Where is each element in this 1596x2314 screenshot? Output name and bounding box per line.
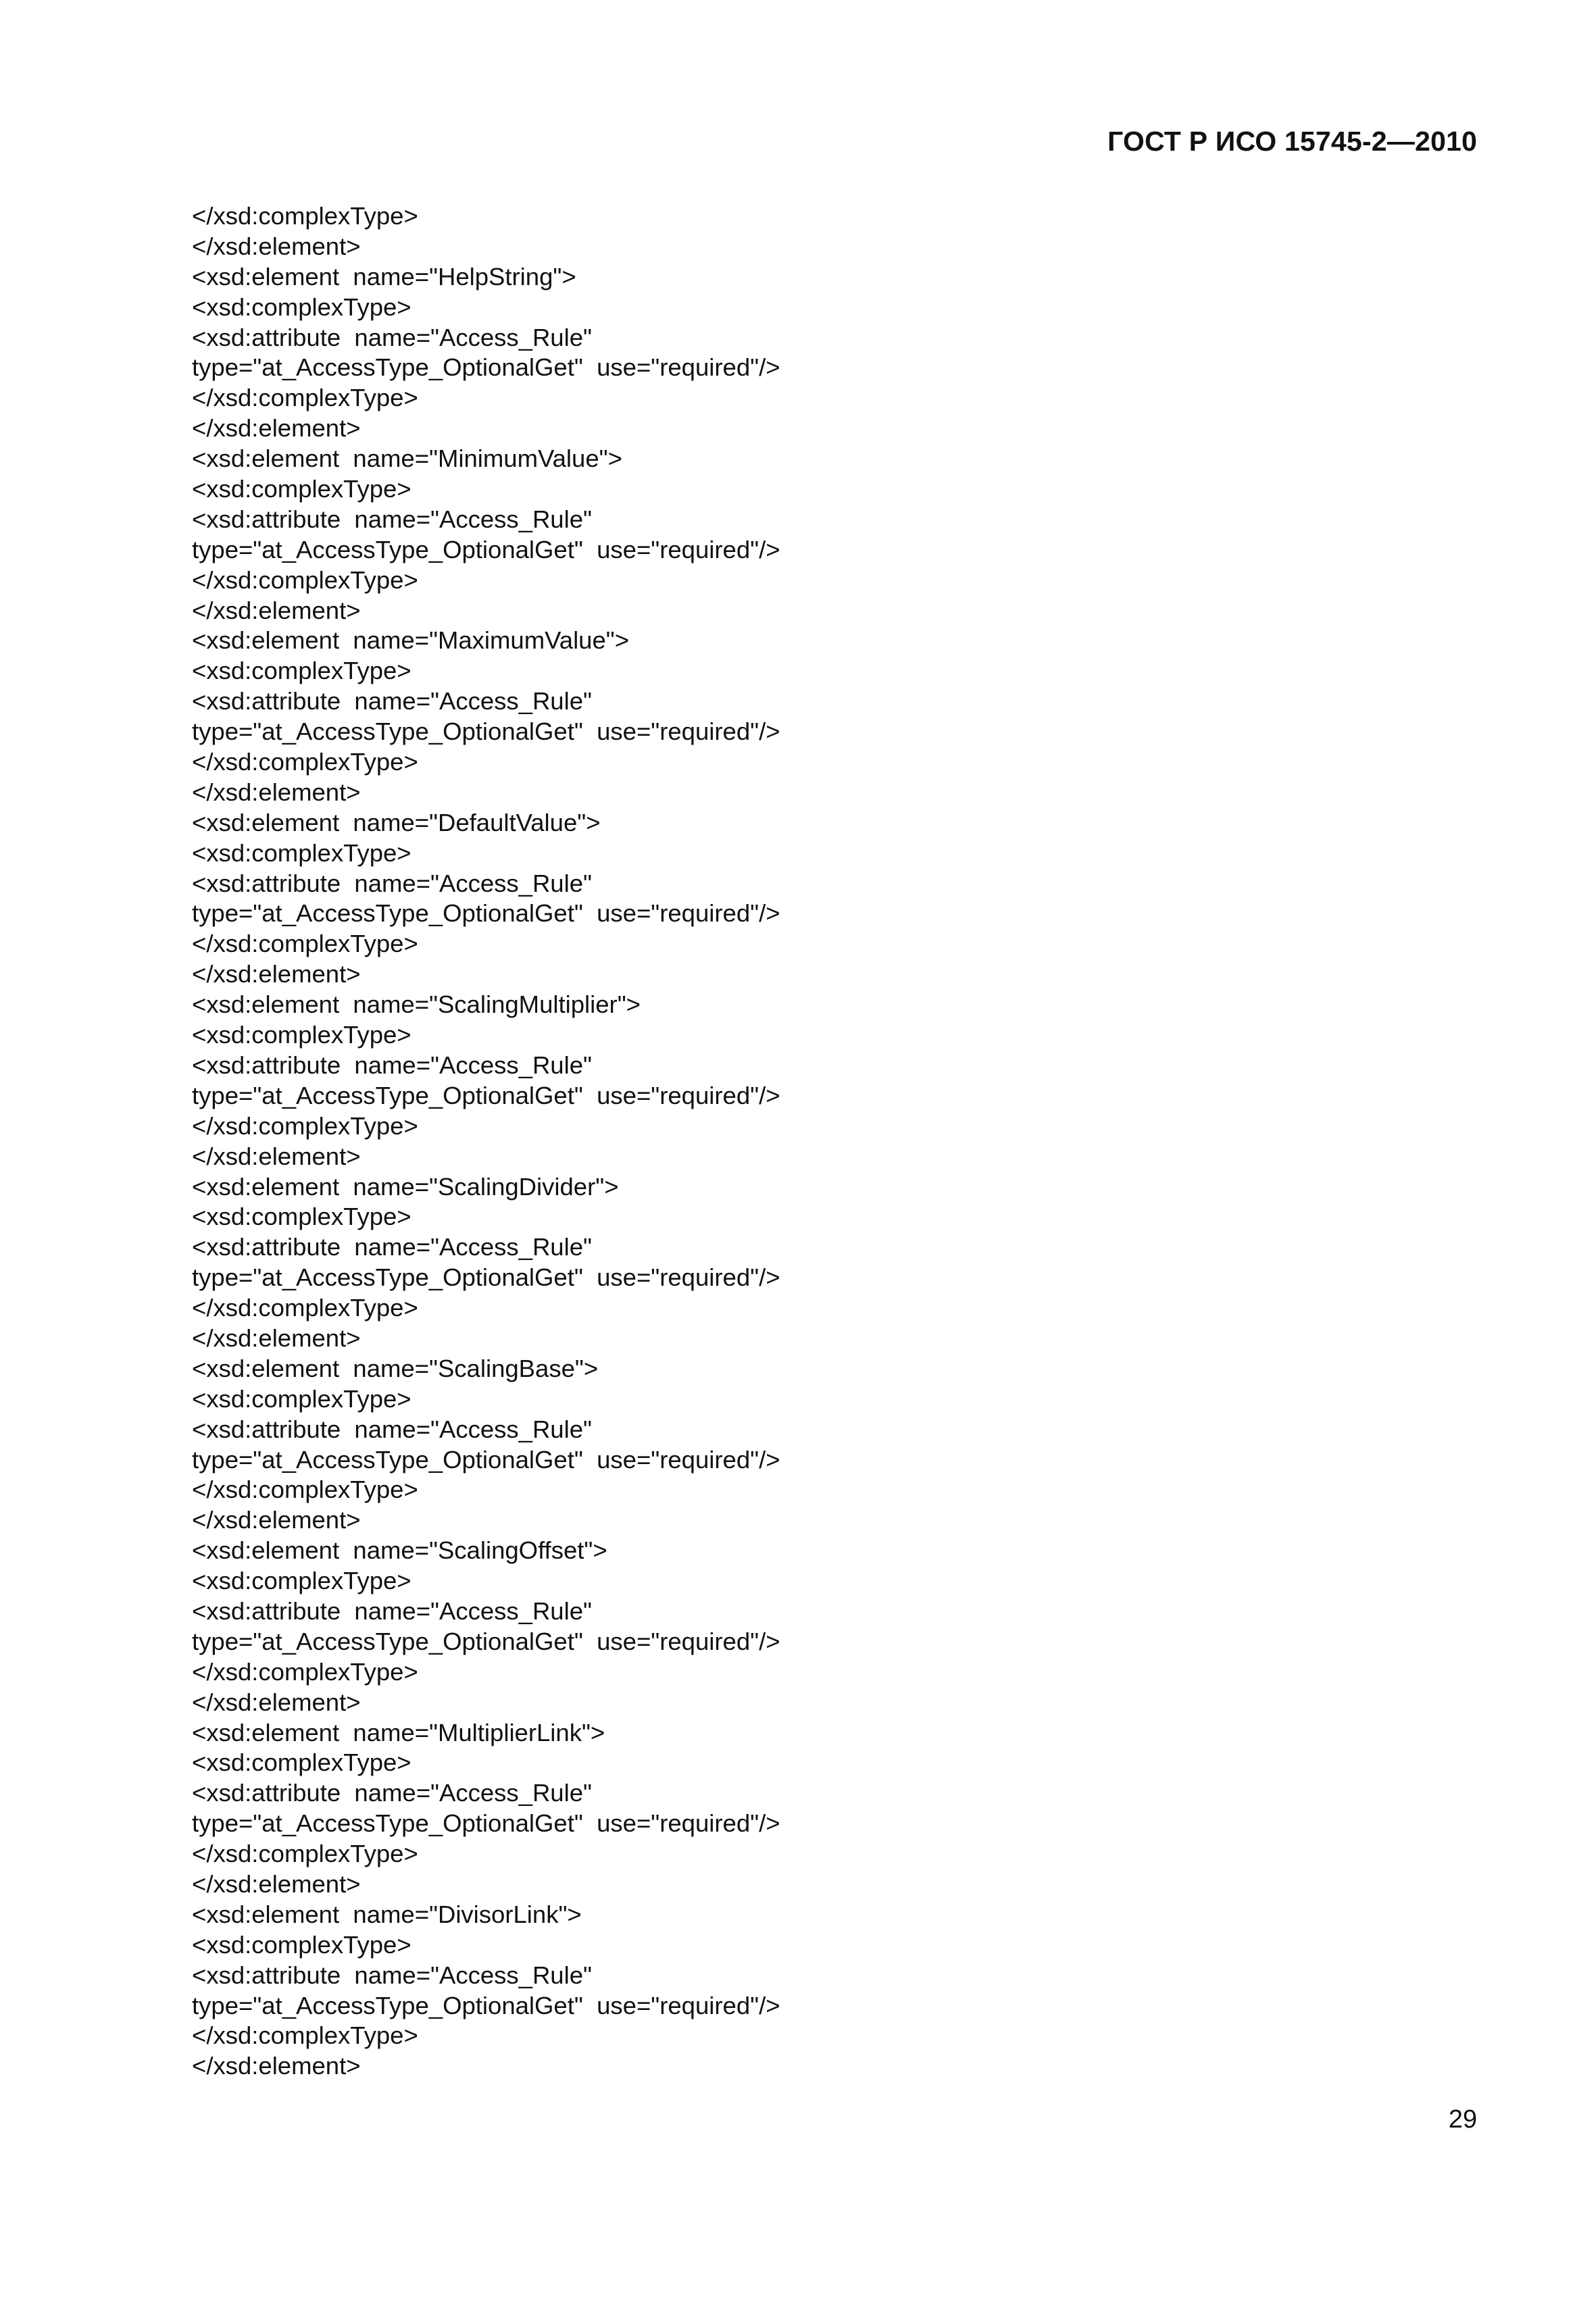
code-line: </xsd:element> — [192, 596, 361, 624]
code-line: <xsd:element name="MaximumValue"> — [192, 626, 630, 655]
code-line: type="at_AccessType_OptionalGet" use="required"/> — [192, 1991, 780, 2019]
code-line: </xsd:element> — [192, 1688, 361, 1716]
code-line: <xsd:element name="HelpString"> — [192, 262, 576, 291]
code-line: <xsd:complexType> — [192, 657, 412, 685]
code-line: <xsd:attribute name="Access_Rule" — [192, 1233, 592, 1261]
code-line: <xsd:attribute name="Access_Rule" — [192, 869, 592, 897]
code-line: </xsd:complexType> — [192, 748, 418, 776]
code-line: <xsd:complexType> — [192, 1384, 412, 1413]
code-line: </xsd:element> — [192, 2052, 361, 2080]
code-line: </xsd:element> — [192, 1506, 361, 1534]
code-line: <xsd:attribute name="Access_Rule" — [192, 1961, 592, 1989]
code-line: type="at_AccessType_OptionalGet" use="required"/> — [192, 899, 780, 928]
code-line: <xsd:attribute name="Access_Rule" — [192, 687, 592, 715]
code-line: <xsd:complexType> — [192, 1930, 412, 1959]
code-line: </xsd:complexType> — [192, 930, 418, 958]
code-line: </xsd:complexType> — [192, 1111, 418, 1140]
code-line: </xsd:element> — [192, 960, 361, 988]
code-line: </xsd:element> — [192, 1324, 361, 1352]
code-line: <xsd:element name="ScalingMultiplier"> — [192, 990, 641, 1019]
code-line: <xsd:element name="DivisorLink"> — [192, 1900, 582, 1928]
code-line: <xsd:element name="MultiplierLink"> — [192, 1718, 605, 1746]
code-line: <xsd:element name="DefaultValue"> — [192, 808, 601, 836]
code-line: <xsd:element name="ScalingDivider"> — [192, 1172, 619, 1201]
code-line: type="at_AccessType_OptionalGet" use="required"/> — [192, 1081, 780, 1109]
code-line: </xsd:complexType> — [192, 202, 418, 230]
code-line: <xsd:complexType> — [192, 1567, 412, 1595]
page-header-standard-id: ГОСТ Р ИСО 15745-2—2010 — [1107, 126, 1477, 157]
code-line: </xsd:complexType> — [192, 2021, 418, 2050]
code-line: type="at_AccessType_OptionalGet" use="required"/> — [192, 535, 780, 563]
code-line: <xsd:complexType> — [192, 1203, 412, 1231]
code-line: <xsd:attribute name="Access_Rule" — [192, 1596, 592, 1625]
code-line: <xsd:attribute name="Access_Rule" — [192, 505, 592, 533]
code-line: <xsd:attribute name="Access_Rule" — [192, 1779, 592, 1807]
code-line: type="at_AccessType_OptionalGet" use="required"/> — [192, 718, 780, 746]
code-line: <xsd:attribute name="Access_Rule" — [192, 1415, 592, 1443]
code-line: <xsd:attribute name="Access_Rule" — [192, 1051, 592, 1079]
code-line: <xsd:element name="ScalingBase"> — [192, 1354, 599, 1382]
code-line: </xsd:element> — [192, 414, 361, 443]
code-line: type="at_AccessType_OptionalGet" use="required"/> — [192, 353, 780, 382]
page-number: 29 — [1448, 2105, 1477, 2134]
code-line: <xsd:complexType> — [192, 1749, 412, 1777]
code-line: <xsd:complexType> — [192, 293, 412, 321]
code-line: </xsd:complexType> — [192, 565, 418, 594]
code-line: type="at_AccessType_OptionalGet" use="required"/> — [192, 1263, 780, 1292]
code-line: </xsd:element> — [192, 1142, 361, 1170]
code-line: type="at_AccessType_OptionalGet" use="required"/> — [192, 1809, 780, 1838]
code-line: </xsd:element> — [192, 232, 361, 260]
code-line: </xsd:complexType> — [192, 1840, 418, 1868]
xsd-code-listing — [192, 201, 780, 2082]
code-line: <xsd:complexType> — [192, 1021, 412, 1049]
code-line: </xsd:element> — [192, 1869, 361, 1898]
code-line: </xsd:element> — [192, 778, 361, 806]
code-line: </xsd:complexType> — [192, 1294, 418, 1322]
code-line: <xsd:element name="MinimumValue"> — [192, 445, 622, 473]
code-line: </xsd:complexType> — [192, 1657, 418, 1686]
code-line: <xsd:attribute name="Access_Rule" — [192, 323, 592, 351]
code-line: </xsd:complexType> — [192, 384, 418, 412]
code-line: </xsd:complexType> — [192, 1476, 418, 1504]
code-line: <xsd:element name="ScalingOffset"> — [192, 1536, 607, 1565]
code-line: type="at_AccessType_OptionalGet" use="required"/> — [192, 1445, 780, 1474]
code-line: type="at_AccessType_OptionalGet" use="required"/> — [192, 1627, 780, 1655]
code-line: <xsd:complexType> — [192, 838, 412, 867]
code-line: <xsd:complexType> — [192, 475, 412, 503]
